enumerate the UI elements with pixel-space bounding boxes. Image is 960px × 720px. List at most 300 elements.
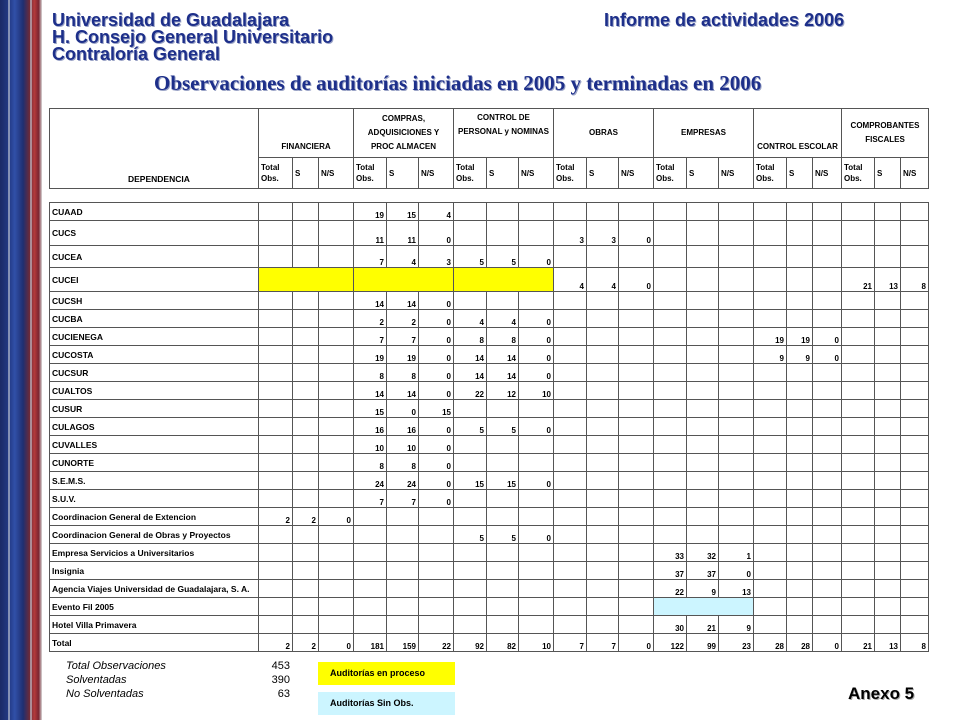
cell-value <box>587 292 619 310</box>
table-row <box>50 544 929 562</box>
cell-value <box>813 562 842 580</box>
cell-value: 8 <box>354 454 387 472</box>
subheader-total-obs: Total Obs. <box>554 158 587 189</box>
cell-value: 11 <box>354 221 387 246</box>
cell-value <box>842 616 875 634</box>
subheader-ns: N/S <box>419 158 454 189</box>
cell-value <box>754 526 787 544</box>
cell-value <box>719 472 754 490</box>
audit-table <box>49 108 929 652</box>
summary-row <box>66 660 290 674</box>
cell-value: 0 <box>519 364 554 382</box>
table-row <box>50 382 929 400</box>
cell-value <box>875 292 901 310</box>
cell-value: 8 <box>454 328 487 346</box>
cell-value <box>901 436 929 454</box>
cell-value <box>454 580 487 598</box>
cell-value: 0 <box>719 562 754 580</box>
dependency-name: CUAAD <box>50 203 259 221</box>
cell-value <box>554 526 587 544</box>
cell-value <box>787 292 813 310</box>
cell-value <box>354 508 387 526</box>
group-header-control-escolar: CONTROL ESCOLAR <box>754 109 842 158</box>
dependency-name: CUVALLES <box>50 436 259 454</box>
cell-value <box>687 221 719 246</box>
cell-value <box>419 562 454 580</box>
cell-value <box>487 508 519 526</box>
cell-value <box>842 418 875 436</box>
subheader-total-obs: Total Obs. <box>754 158 787 189</box>
cell-value <box>354 526 387 544</box>
cell-value <box>487 490 519 508</box>
cell-value: 0 <box>519 418 554 436</box>
cell-value <box>619 580 654 598</box>
cell-value <box>687 364 719 382</box>
cell-value <box>354 268 387 292</box>
cell-value <box>754 490 787 508</box>
cell-value <box>319 346 354 364</box>
dependency-name: Insignia <box>50 562 259 580</box>
cell-value: 19 <box>354 346 387 364</box>
cell-value <box>875 508 901 526</box>
cell-value <box>754 221 787 246</box>
cell-value <box>293 436 319 454</box>
cell-value: 5 <box>454 526 487 544</box>
dependency-name: S.U.V. <box>50 490 259 508</box>
cell-value <box>875 382 901 400</box>
cell-value <box>654 328 687 346</box>
cell-value <box>354 580 387 598</box>
cell-value <box>813 490 842 508</box>
cell-value <box>787 544 813 562</box>
cell-value <box>813 246 842 268</box>
table-row <box>50 436 929 454</box>
cell-value <box>259 544 293 562</box>
cell-value: 21 <box>842 634 875 652</box>
cell-value <box>619 246 654 268</box>
cell-value <box>901 562 929 580</box>
dependency-name: Empresa Servicios a Universitarios <box>50 544 259 562</box>
cell-value <box>587 382 619 400</box>
cell-value <box>787 598 813 616</box>
cell-value <box>519 400 554 418</box>
cell-value <box>619 436 654 454</box>
cell-value <box>787 508 813 526</box>
summary-value: 390 <box>271 674 290 686</box>
cell-value <box>619 203 654 221</box>
cell-value <box>487 454 519 472</box>
cell-value: 28 <box>787 634 813 652</box>
table-row <box>50 364 929 382</box>
cell-value <box>719 310 754 328</box>
cell-value <box>619 616 654 634</box>
legend-no-obs: Auditorías Sin Obs. <box>318 692 455 715</box>
cell-value <box>842 508 875 526</box>
cell-value <box>842 246 875 268</box>
cell-value <box>687 268 719 292</box>
cell-value <box>259 454 293 472</box>
table-row <box>50 268 929 292</box>
cell-value <box>587 310 619 328</box>
cell-value <box>487 268 519 292</box>
cell-value <box>875 418 901 436</box>
cell-value <box>354 616 387 634</box>
cell-value <box>319 490 354 508</box>
cell-value <box>554 400 587 418</box>
cell-value <box>519 598 554 616</box>
cell-value <box>901 454 929 472</box>
cell-value <box>293 364 319 382</box>
cell-value <box>319 364 354 382</box>
cell-value <box>554 436 587 454</box>
subheader-total-obs: Total Obs. <box>454 158 487 189</box>
cell-value <box>554 544 587 562</box>
decorative-sidebar <box>0 0 42 720</box>
cell-value <box>619 400 654 418</box>
cell-value <box>719 328 754 346</box>
group-header-personal: CONTROL DE PERSONAL y NOMINAS <box>454 109 554 158</box>
cell-value: 33 <box>654 544 687 562</box>
table-row <box>50 562 929 580</box>
subheader-total-obs: Total Obs. <box>654 158 687 189</box>
cell-value <box>487 580 519 598</box>
cell-value <box>719 436 754 454</box>
cell-value <box>487 544 519 562</box>
cell-value: 14 <box>454 346 487 364</box>
cell-value <box>787 268 813 292</box>
cell-value: 5 <box>487 418 519 436</box>
cell-value: 8 <box>487 328 519 346</box>
subheader-ns: N/S <box>519 158 554 189</box>
cell-value <box>293 526 319 544</box>
cell-value <box>875 454 901 472</box>
cell-value <box>754 364 787 382</box>
cell-value: 7 <box>554 634 587 652</box>
office-name: Contraloría General <box>52 44 221 64</box>
cell-value <box>787 616 813 634</box>
cell-value <box>787 203 813 221</box>
dependencia-header: DEPENDENCIA <box>50 109 259 189</box>
dependency-name: CUCSH <box>50 292 259 310</box>
cell-value <box>587 490 619 508</box>
cell-value <box>813 310 842 328</box>
cell-value: 14 <box>487 364 519 382</box>
cell-value: 15 <box>354 400 387 418</box>
dependency-name: Coordinacion General de Obras y Proyectos <box>50 526 259 544</box>
subheader-total-obs: Total Obs. <box>259 158 293 189</box>
cell-value: 0 <box>519 526 554 544</box>
subheader-total-obs: Total Obs. <box>354 158 387 189</box>
cell-value <box>787 436 813 454</box>
cell-value <box>875 472 901 490</box>
cell-value <box>754 472 787 490</box>
cell-value: 5 <box>454 246 487 268</box>
cell-value <box>454 490 487 508</box>
cell-value: 0 <box>419 454 454 472</box>
cell-value <box>901 418 929 436</box>
cell-value <box>293 203 319 221</box>
cell-value <box>687 246 719 268</box>
cell-value <box>454 221 487 246</box>
cell-value <box>787 310 813 328</box>
cell-value <box>842 382 875 400</box>
cell-value <box>587 203 619 221</box>
cell-value: 9 <box>754 346 787 364</box>
cell-value <box>319 598 354 616</box>
cell-value <box>687 292 719 310</box>
group-header-empresas: EMPRESAS <box>654 109 754 158</box>
cell-value <box>901 616 929 634</box>
cell-value <box>687 490 719 508</box>
cell-value <box>875 436 901 454</box>
cell-value <box>387 526 419 544</box>
cell-value: 13 <box>875 634 901 652</box>
cell-value <box>654 454 687 472</box>
cell-value <box>719 364 754 382</box>
cell-value <box>719 400 754 418</box>
cell-value <box>875 598 901 616</box>
cell-value <box>813 292 842 310</box>
cell-value <box>654 418 687 436</box>
cell-value <box>259 580 293 598</box>
cell-value <box>454 544 487 562</box>
cell-value <box>454 436 487 454</box>
cell-value <box>454 562 487 580</box>
report-name: Informe de actividades 2006 <box>604 10 845 30</box>
cell-value <box>901 292 929 310</box>
cell-value <box>654 598 687 616</box>
cell-value: 32 <box>687 544 719 562</box>
cell-value <box>842 526 875 544</box>
cell-value <box>842 490 875 508</box>
cell-value <box>719 292 754 310</box>
table-row <box>50 400 929 418</box>
cell-value <box>787 364 813 382</box>
cell-value: 0 <box>519 472 554 490</box>
cell-value <box>419 616 454 634</box>
cell-value <box>901 508 929 526</box>
cell-value <box>554 310 587 328</box>
cell-value <box>654 526 687 544</box>
subheader-ns: N/S <box>813 158 842 189</box>
cell-value <box>259 418 293 436</box>
cell-value <box>587 616 619 634</box>
cell-value <box>754 400 787 418</box>
cell-value <box>259 598 293 616</box>
cell-value <box>454 454 487 472</box>
cell-value <box>754 203 787 221</box>
table-row <box>50 246 929 268</box>
cell-value <box>519 436 554 454</box>
cell-value <box>319 616 354 634</box>
dependency-name: Agencia Viajes Universidad de Guadalajara, S. A. <box>50 580 259 598</box>
cell-value <box>842 328 875 346</box>
subheader-s: S <box>587 158 619 189</box>
cell-value <box>754 246 787 268</box>
cell-value <box>654 382 687 400</box>
cell-value: 0 <box>519 346 554 364</box>
dependency-name: CUCS <box>50 221 259 246</box>
dependency-name: Hotel Villa Primavera <box>50 616 259 634</box>
table-row <box>50 580 929 598</box>
cell-value <box>787 454 813 472</box>
cell-value <box>619 472 654 490</box>
cell-value <box>842 598 875 616</box>
cell-value <box>619 454 654 472</box>
cell-value <box>619 364 654 382</box>
summary-value: 453 <box>271 660 290 672</box>
cell-value <box>787 490 813 508</box>
cell-value <box>619 490 654 508</box>
cell-value: 37 <box>687 562 719 580</box>
cell-value <box>319 562 354 580</box>
cell-value <box>654 490 687 508</box>
university-name: Universidad de Guadalajara <box>52 10 290 30</box>
cell-value <box>519 580 554 598</box>
cell-value <box>554 382 587 400</box>
cell-value <box>319 310 354 328</box>
cell-value: 0 <box>519 246 554 268</box>
cell-value: 0 <box>419 472 454 490</box>
cell-value <box>719 418 754 436</box>
cell-value: 4 <box>454 310 487 328</box>
cell-value: 10 <box>519 382 554 400</box>
cell-value <box>554 562 587 580</box>
dependency-name: CUCSUR <box>50 364 259 382</box>
cell-value <box>259 203 293 221</box>
subheader-s: S <box>293 158 319 189</box>
dependency-name: Coordinacion General de Extencion <box>50 508 259 526</box>
cell-value: 0 <box>419 436 454 454</box>
cell-value <box>487 292 519 310</box>
spacer-row <box>50 189 929 203</box>
cell-value <box>293 310 319 328</box>
cell-value <box>813 508 842 526</box>
cell-value <box>719 246 754 268</box>
cell-value <box>293 562 319 580</box>
cell-value <box>259 526 293 544</box>
cell-value <box>419 598 454 616</box>
cell-value <box>875 526 901 544</box>
cell-value <box>454 203 487 221</box>
cell-value: 16 <box>354 418 387 436</box>
cell-value <box>654 346 687 364</box>
cell-value <box>619 562 654 580</box>
cell-value <box>519 562 554 580</box>
cell-value <box>654 268 687 292</box>
cell-value: 14 <box>454 364 487 382</box>
cell-value <box>787 246 813 268</box>
cell-value: 30 <box>654 616 687 634</box>
subheader-ns: N/S <box>619 158 654 189</box>
cell-value <box>259 490 293 508</box>
cell-value <box>319 246 354 268</box>
cell-value <box>842 364 875 382</box>
cell-value <box>554 508 587 526</box>
cell-value <box>519 544 554 562</box>
cell-value: 10 <box>354 436 387 454</box>
cell-value <box>687 400 719 418</box>
cell-value <box>293 616 319 634</box>
cell-value <box>293 400 319 418</box>
cell-value <box>259 221 293 246</box>
cell-value: 5 <box>454 418 487 436</box>
cell-value <box>587 562 619 580</box>
cell-value <box>554 490 587 508</box>
cell-value <box>587 508 619 526</box>
summary-block <box>66 660 290 702</box>
cell-value <box>487 203 519 221</box>
cell-value <box>319 292 354 310</box>
table-row <box>50 454 929 472</box>
cell-value <box>554 454 587 472</box>
cell-value <box>875 328 901 346</box>
cell-value <box>454 616 487 634</box>
cell-value <box>901 203 929 221</box>
table-row <box>50 203 929 221</box>
cell-value <box>319 526 354 544</box>
cell-value <box>842 562 875 580</box>
cell-value <box>813 526 842 544</box>
cell-value <box>519 292 554 310</box>
cell-value <box>842 544 875 562</box>
cell-value: 0 <box>387 400 419 418</box>
cell-value <box>619 508 654 526</box>
cell-value: 0 <box>619 634 654 652</box>
cell-value <box>259 310 293 328</box>
cell-value <box>454 508 487 526</box>
cell-value <box>259 364 293 382</box>
group-header-compras: COMPRAS, ADQUISICIONES Y PROC ALMACEN <box>354 109 454 158</box>
cell-value: 3 <box>587 221 619 246</box>
cell-value <box>901 544 929 562</box>
cell-value: 14 <box>487 346 519 364</box>
cell-value <box>754 268 787 292</box>
dependency-name: S.E.M.S. <box>50 472 259 490</box>
cell-value <box>654 292 687 310</box>
cell-value <box>259 400 293 418</box>
summary-label: Total Observaciones <box>66 660 166 672</box>
cell-value: 0 <box>419 490 454 508</box>
group-header-comprobantes: COMPROBANTES FISCALES <box>842 109 929 158</box>
cell-value: 21 <box>842 268 875 292</box>
cell-value <box>419 544 454 562</box>
cell-value <box>875 616 901 634</box>
table-row <box>50 328 929 346</box>
cell-value <box>259 292 293 310</box>
cell-value <box>654 436 687 454</box>
table-row <box>50 490 929 508</box>
page-title: Observaciones de auditorías iniciadas en 2005 y terminadas en 2006 <box>154 71 762 95</box>
cell-value: 24 <box>387 472 419 490</box>
dependency-name: CUCEI <box>50 268 259 292</box>
cell-value: 0 <box>419 221 454 246</box>
cell-value <box>875 221 901 246</box>
cell-value: 19 <box>354 203 387 221</box>
cell-value: 10 <box>387 436 419 454</box>
cell-value <box>901 246 929 268</box>
table-row <box>50 292 929 310</box>
cell-value <box>842 292 875 310</box>
cell-value <box>454 268 487 292</box>
cell-value <box>813 364 842 382</box>
cell-value <box>687 436 719 454</box>
legend-in-process: Auditorías en proceso <box>318 662 455 685</box>
cell-value <box>319 328 354 346</box>
cell-value <box>687 203 719 221</box>
cell-value <box>487 400 519 418</box>
cell-value: 16 <box>387 418 419 436</box>
